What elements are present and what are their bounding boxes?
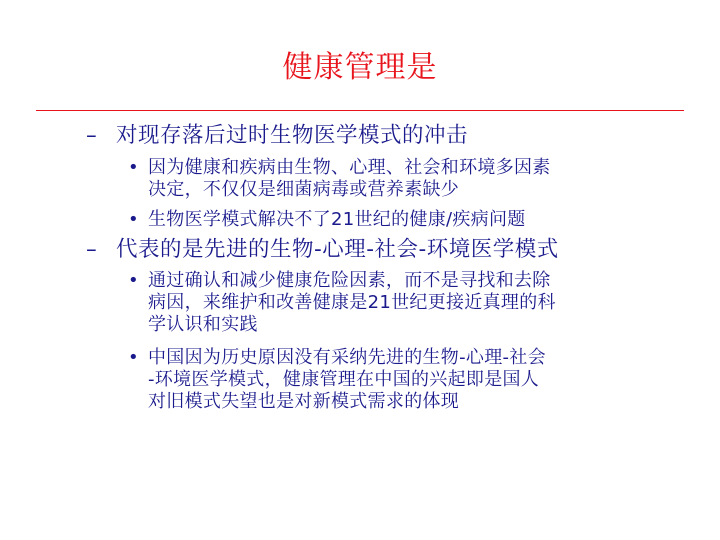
bullet-text: 对现存落后过时生物医学模式的冲击 [116, 123, 469, 148]
bullet-level2 [128, 347, 688, 413]
bullet-text: 因为健康和疾病由生物、心理、社会和环境多因素 决定，不仅仅是细菌病毒或营养素缺少 [148, 157, 551, 200]
bullet-level2 [128, 157, 688, 201]
slide-title: 健康管理是 [282, 50, 438, 85]
bullet-level2 [128, 209, 688, 231]
bullet-text: 通过确认和减少健康危险因素，而不是寻找和去除 病因，来维护和改善健康是21世纪更接近真理的科 学认识和实践 [148, 270, 556, 335]
bullet-dot-marker: • [128, 209, 139, 230]
bullet-text: 生物医学模式解决不了21世纪的健康/疾病问题 [148, 209, 526, 230]
bullet-text: 中国因为历史原因没有采纳先进的生物-心理-社会 -环境医学模式，健康管理在中国的兴起即是国人 对旧模式失望也是对新模式需求的体现 [148, 347, 546, 412]
bullet-level2 [128, 270, 688, 336]
bullet-dot-marker: • [128, 347, 139, 368]
bullet-text: 代表的是先进的生物-心理-社会-环境医学模式 [116, 237, 559, 262]
dash-marker: – [86, 237, 97, 262]
bullet-dot-marker: • [128, 157, 139, 178]
bullet-dot-marker: • [128, 270, 139, 291]
dash-marker: – [86, 123, 97, 148]
